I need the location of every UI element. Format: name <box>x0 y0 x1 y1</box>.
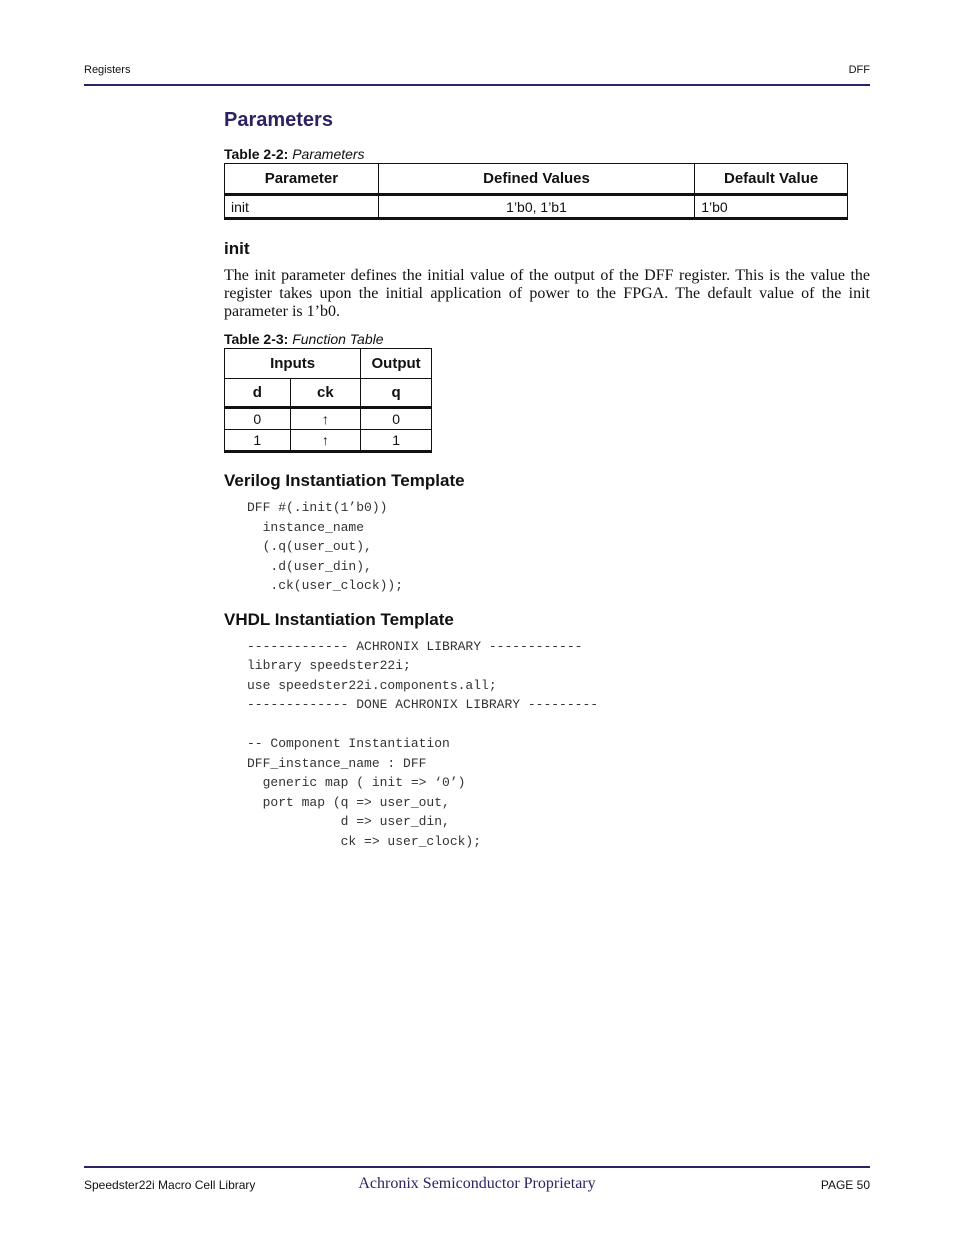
table-caption-function <box>224 330 870 348</box>
verilog-heading: Verilog Instantiation Template <box>224 471 465 490</box>
table-row <box>225 195 848 219</box>
page-footer <box>84 1166 870 1198</box>
inputs-group-header: Inputs <box>225 349 361 379</box>
section-title: Parameters <box>224 109 333 131</box>
init-description: The init parameter defines the initial value of the output of the DFF register. This is the value the register takes upon the initial application of power to the FPGA. The default value of the init parameter is 1’b0. <box>224 267 870 320</box>
header-chapter: Registers <box>84 64 131 76</box>
table-header-row <box>225 379 432 408</box>
parameters-table <box>224 163 848 220</box>
table-group-header-row <box>225 349 432 379</box>
vhdl-code-block: ------------- ACHRONIX LIBRARY ------------ library speedster22i; use speedster22i.components.all; ------------- DONE ACHRONIX LIBRARY --------- -- Component Instantiation DFF_instance_name : DFF generic map ( init => ‘0’) port map (q => user_out, d => user_din, ck => user_clock); <box>247 638 599 849</box>
column-header: q <box>361 379 432 408</box>
column-header: Defined Values <box>378 164 694 195</box>
footer-document-title: Speedster22i Macro Cell Library <box>84 1178 256 1192</box>
init-heading: init <box>224 239 250 258</box>
rising-edge-icon: ↑ <box>290 408 361 430</box>
footer-page-number: PAGE 50 <box>820 1178 870 1192</box>
column-header: d <box>225 379 291 408</box>
table-row <box>225 430 432 452</box>
table-cell: 0 <box>225 408 291 430</box>
table-cell: 1’b0, 1’b1 <box>378 195 694 219</box>
table-cell: 1 <box>225 430 291 452</box>
verilog-code-block: DFF #(.init(1’b0)) instance_name (.q(user_out), .d(user_din), .ck(user_clock)); <box>247 500 404 593</box>
table-header-row <box>225 164 848 195</box>
table-cell: 1’b0 <box>695 195 848 219</box>
function-table <box>224 348 432 453</box>
caption-label: Table 2-3: <box>224 331 289 347</box>
header-topic: DFF <box>848 64 870 76</box>
rising-edge-icon: ↑ <box>290 430 361 452</box>
table-caption-parameters <box>224 145 870 163</box>
table-cell: init <box>225 195 379 219</box>
caption-label: Table 2-2: <box>224 146 289 162</box>
table-row <box>225 408 432 430</box>
caption-title: Parameters <box>292 146 365 162</box>
page-header <box>84 64 870 86</box>
vhdl-heading: VHDL Instantiation Template <box>224 609 454 629</box>
table-cell: 0 <box>361 408 432 430</box>
page-content <box>224 106 870 851</box>
column-header: Parameter <box>225 164 379 195</box>
caption-title: Function Table <box>292 331 384 347</box>
column-header: ck <box>290 379 361 408</box>
output-group-header: Output <box>361 349 432 379</box>
column-header: Default Value <box>695 164 848 195</box>
footer-proprietary-notice: Achronix Semiconductor Proprietary <box>358 1175 596 1192</box>
table-cell: 1 <box>361 430 432 452</box>
